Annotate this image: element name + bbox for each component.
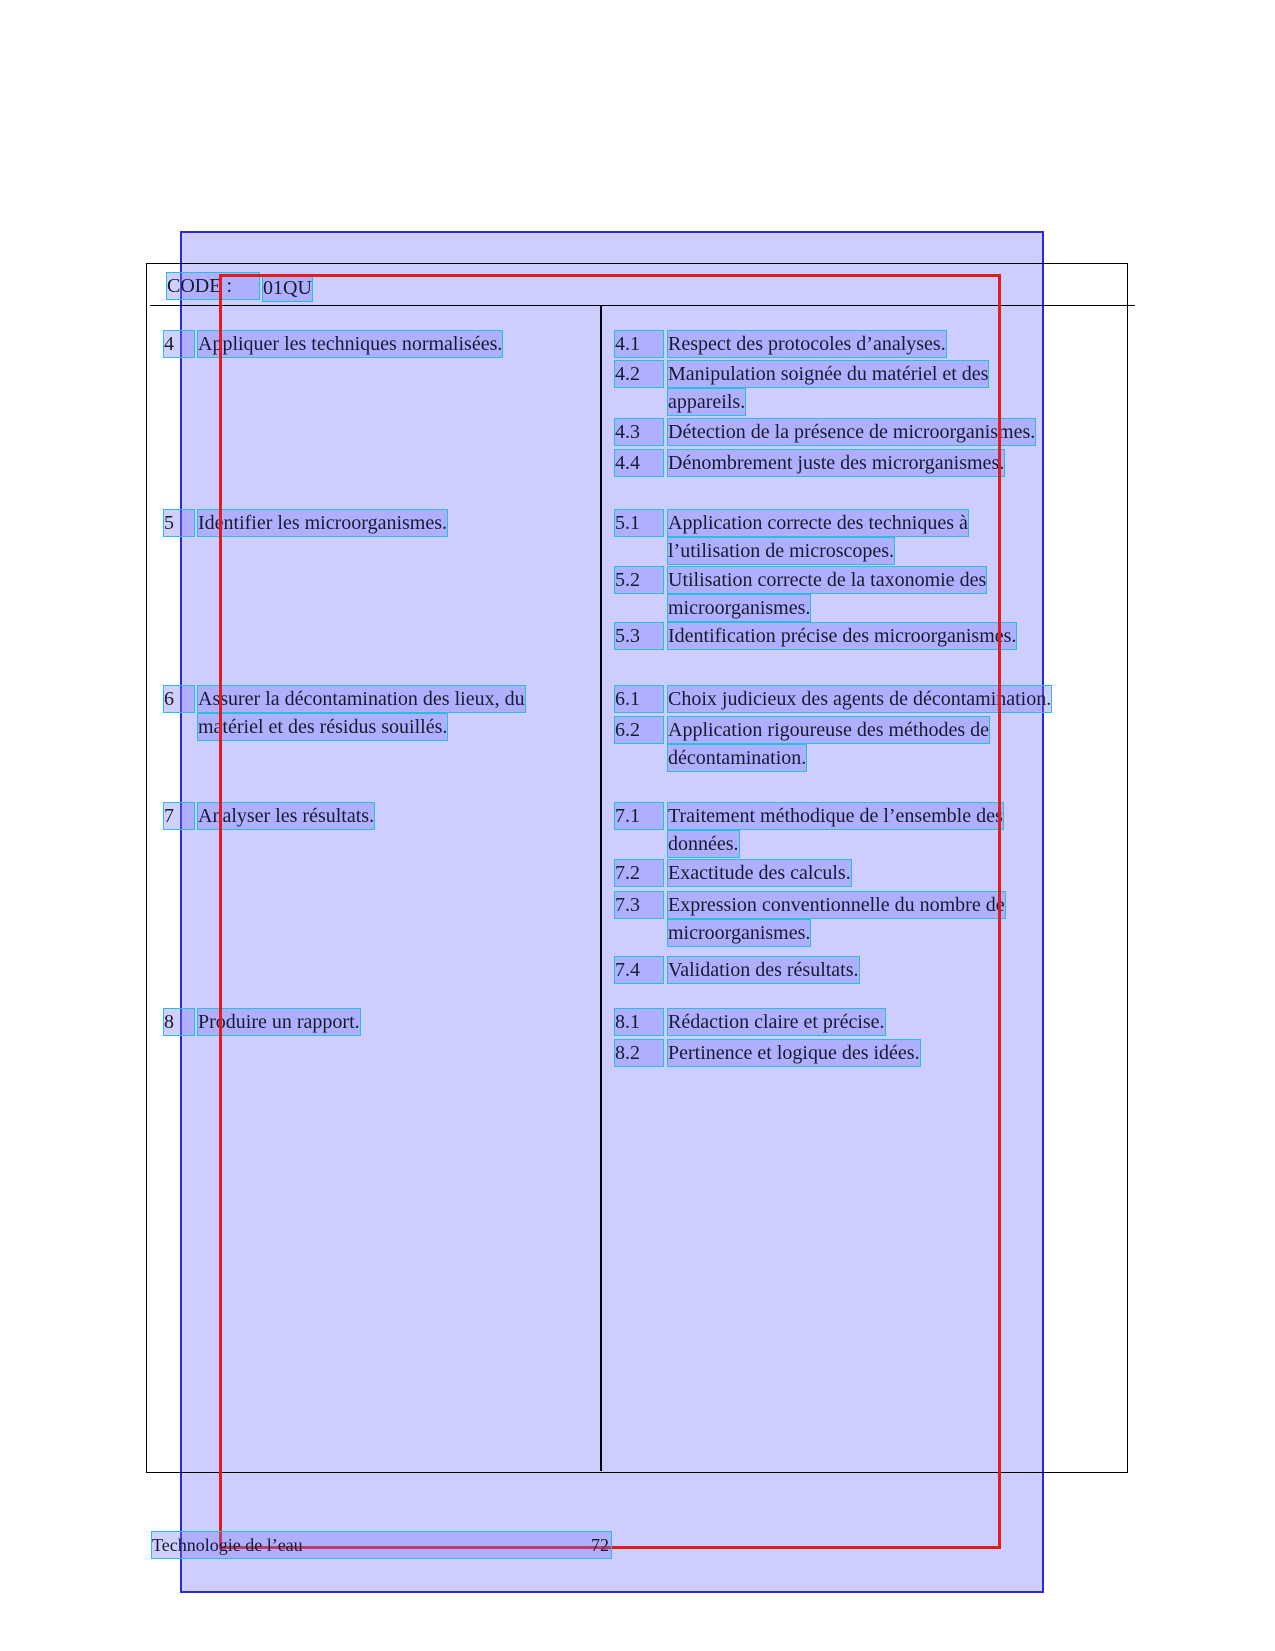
competency-8-line: Produire un rapport. [197,1008,361,1036]
competency-6-number: 6 [163,685,195,713]
code-value-text: 01QU [263,277,312,299]
criterion-7-3-number: 7.3 [614,891,664,919]
criterion-6-1-number: 6.1 [614,685,664,713]
competency-5-line: Identifier les microorganismes. [197,509,448,537]
criterion-7-3-line: Expression conventionnelle du nombre de [667,891,1006,919]
criterion-4-4-line: Dénombrement juste des microrganismes. [667,449,1005,477]
criterion-4-3-line: Détection de la présence de microorganismes. [667,418,1036,446]
criterion-5-2-number: 5.2 [614,566,664,594]
criterion-7-3-line: microorganismes. [667,919,811,947]
competency-7-line: Analyser les résultats. [197,802,375,830]
criterion-6-2-line: décontamination. [667,744,807,772]
criterion-7-2-line: Exactitude des calculs. [667,859,852,887]
criterion-4-4-number: 4.4 [614,449,664,477]
criterion-7-1-line: données. [667,830,740,858]
criterion-4-1-number: 4.1 [614,330,664,358]
page-number: 72 [591,1535,609,1555]
page-footer [151,1531,612,1559]
criterion-5-2-line: microorganismes. [667,594,811,622]
competency-5-number: 5 [163,509,195,537]
criterion-7-4-line: Validation des résultats. [667,956,860,984]
competency-4-number: 4 [163,330,195,358]
criterion-5-1-line: l’utilisation de microscopes. [667,537,895,565]
competency-8-number: 8 [163,1008,195,1036]
competency-7-number: 7 [163,802,195,830]
criterion-6-2-number: 6.2 [614,716,664,744]
criterion-7-1-number: 7.1 [614,802,664,830]
criterion-4-2-number: 4.2 [614,360,664,388]
criterion-5-3-line: Identification précise des microorganismes. [667,622,1017,650]
criterion-7-4-number: 7.4 [614,956,664,984]
criterion-5-1-line: Application correcte des techniques à [667,509,969,537]
competency-6-line: Assurer la décontamination des lieux, du [197,685,526,713]
criterion-4-1-line: Respect des protocoles d’analyses. [667,330,947,358]
competency-6-line: matériel et des résidus souillés. [197,713,448,741]
criterion-4-2-line: appareils. [667,388,746,416]
criterion-8-2-line: Pertinence et logique des idées. [667,1039,921,1067]
criterion-4-2-line: Manipulation soignée du matériel et des [667,360,989,388]
criterion-5-2-line: Utilisation correcte de la taxonomie des [667,566,987,594]
criterion-8-1-number: 8.1 [614,1008,664,1036]
layout-overlay-inner [219,274,1001,1549]
criterion-4-3-number: 4.3 [614,418,664,446]
criterion-7-1-line: Traitement méthodique de l’ensemble des [667,802,1004,830]
criterion-5-1-number: 5.1 [614,509,664,537]
criterion-8-1-line: Rédaction claire et précise. [667,1008,886,1036]
code-label-text: CODE : [167,275,232,297]
criterion-6-2-line: Application rigoureuse des méthodes de [667,716,990,744]
criterion-5-3-number: 5.3 [614,622,664,650]
competency-4-line: Appliquer les techniques normalisées. [197,330,503,358]
footer-title: Technologie de l’eau [152,1535,303,1555]
criterion-6-1-line: Choix judicieux des agents de décontamination. [667,685,1052,713]
criterion-8-2-number: 8.2 [614,1039,664,1067]
criterion-7-2-number: 7.2 [614,859,664,887]
